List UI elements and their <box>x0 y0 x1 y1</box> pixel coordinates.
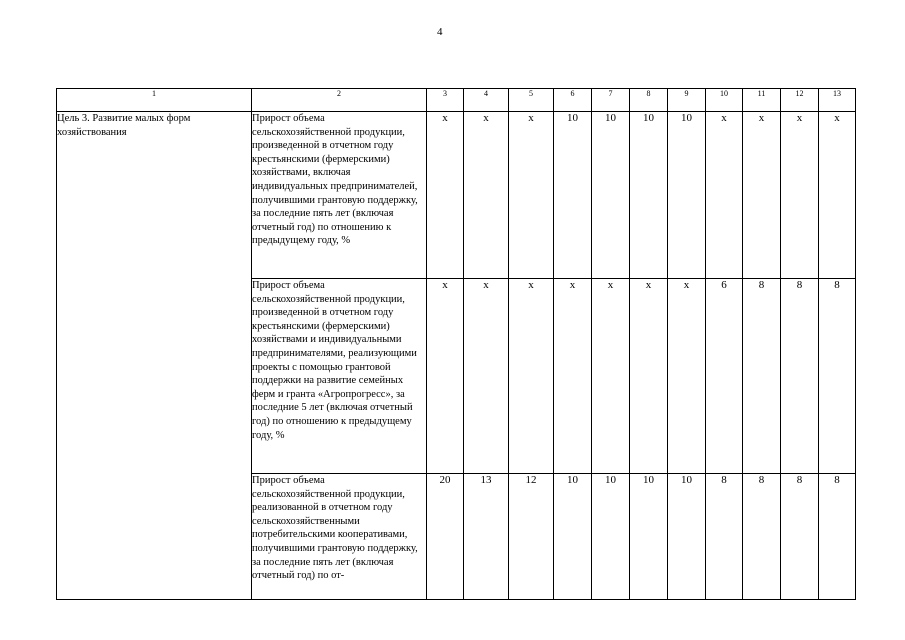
value-cell: 10 <box>592 112 630 279</box>
column-number-cell: 1 <box>57 89 252 112</box>
value-cell: 8 <box>743 279 781 474</box>
value-cell: 8 <box>706 474 743 600</box>
value-cell: x <box>509 112 554 279</box>
column-number-cell: 10 <box>706 89 743 112</box>
value-cell: 10 <box>630 474 668 600</box>
value-cell: 6 <box>706 279 743 474</box>
column-number-cell: 2 <box>252 89 427 112</box>
value-cell: x <box>427 112 464 279</box>
column-number-cell: 3 <box>427 89 464 112</box>
value-cell: 10 <box>554 474 592 600</box>
goal-cell: Цель 3. Развитие малых форм хозяйствования <box>57 112 252 600</box>
value-cell: 8 <box>781 474 819 600</box>
value-cell: x <box>464 112 509 279</box>
column-number-cell: 7 <box>592 89 630 112</box>
column-number-cell: 6 <box>554 89 592 112</box>
value-cell: 10 <box>592 474 630 600</box>
column-number-row <box>57 89 856 112</box>
column-number-cell: 11 <box>743 89 781 112</box>
column-number-cell: 4 <box>464 89 509 112</box>
table-row <box>57 112 856 279</box>
value-cell: x <box>668 279 706 474</box>
value-cell: x <box>427 279 464 474</box>
value-cell: 10 <box>668 474 706 600</box>
value-cell: 8 <box>781 279 819 474</box>
value-cell: x <box>464 279 509 474</box>
indicator-cell: Прирост объема сельскохозяйственной продукции, произведенной в отчетном году крестьянскими (фермерскими) хозяйствами, включая индивидуальных предпринимателей, получившими грантовую поддержку, за последние пять лет (включая отчетный год) по отношению к предыдущему году, % <box>252 112 427 279</box>
indicators-table <box>56 88 856 600</box>
column-number-cell: 13 <box>819 89 856 112</box>
value-cell: 8 <box>819 474 856 600</box>
value-cell: 8 <box>819 279 856 474</box>
value-cell: x <box>819 112 856 279</box>
indicator-cell: Прирост объема сельскохозяйственной продукции, реализованной в отчетном году сельскохозяйственными потребительскими кооперативами, получившими грантовую поддержку, за последние пять лет (включая отчетный год) по от- <box>252 474 427 600</box>
value-cell: x <box>743 112 781 279</box>
page-number: 4 <box>437 26 443 38</box>
value-cell: x <box>509 279 554 474</box>
value-cell: 10 <box>630 112 668 279</box>
column-number-cell: 12 <box>781 89 819 112</box>
value-cell: 8 <box>743 474 781 600</box>
column-number-cell: 9 <box>668 89 706 112</box>
column-number-cell: 8 <box>630 89 668 112</box>
indicator-cell: Прирост объема сельскохозяйственной продукции, произведенной в отчетном году крестьянскими (фермерскими) хозяйствами и индивидуальными предпринимателями, реализующими проекты с помощью грантовой поддержки на развитие семейных ферм и гранта «Агропрогресс», за последние 5 лет (включая отчетный год) по отношению к предыдущему году, % <box>252 279 427 474</box>
value-cell: 20 <box>427 474 464 600</box>
value-cell: x <box>706 112 743 279</box>
value-cell: 13 <box>464 474 509 600</box>
value-cell: x <box>781 112 819 279</box>
value-cell: 10 <box>554 112 592 279</box>
value-cell: 10 <box>668 112 706 279</box>
value-cell: 12 <box>509 474 554 600</box>
value-cell: x <box>592 279 630 474</box>
value-cell: x <box>630 279 668 474</box>
column-number-cell: 5 <box>509 89 554 112</box>
value-cell: x <box>554 279 592 474</box>
